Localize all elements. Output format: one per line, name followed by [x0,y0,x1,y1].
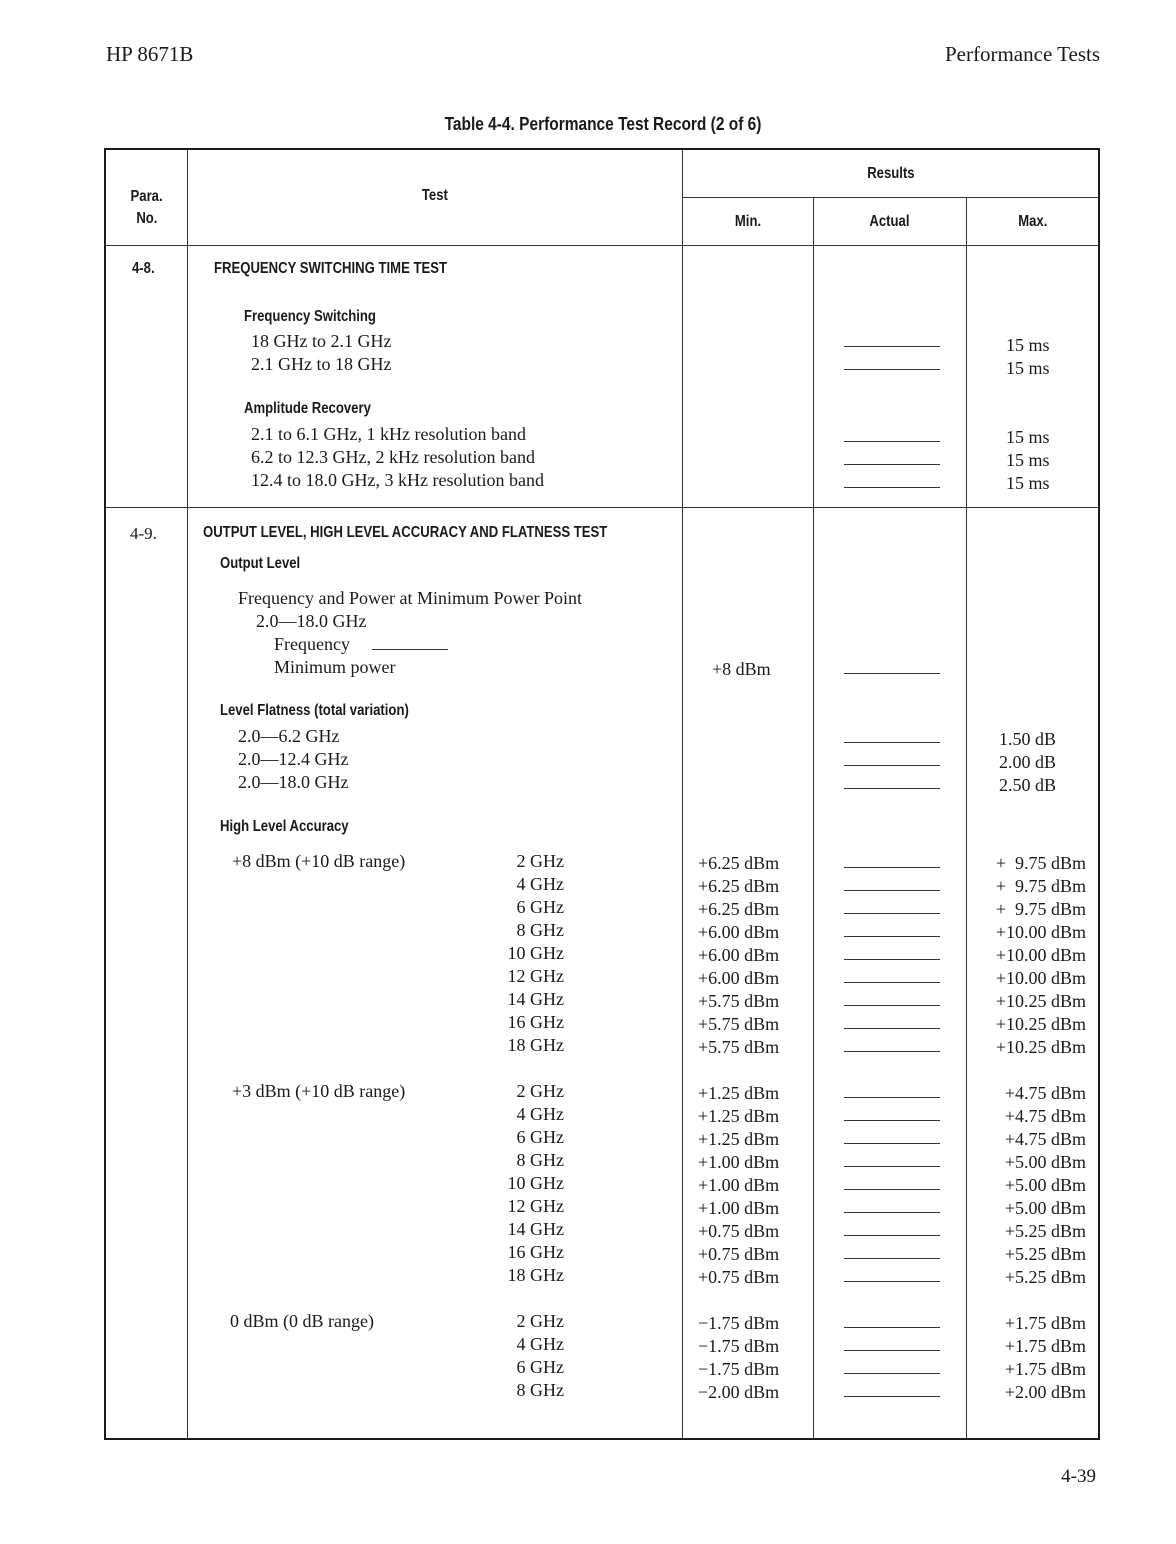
accuracy-frequency: 16 GHz [507,1242,564,1262]
min-value: +6.25 dBm [698,853,780,873]
accuracy-frequency: 4 GHz [516,874,564,894]
section-title-freq-switching: FREQUENCY SWITCHING TIME TEST [214,260,448,277]
actual-entry-line [844,1028,940,1029]
max-value: 15 ms [1006,427,1050,447]
accuracy-group-label: +8 dBm (+10 dB range) [232,851,406,871]
actual-entry-line [844,673,940,674]
column-header-results: Results [867,165,915,182]
accuracy-frequency: 8 GHz [516,920,564,940]
page-number: 4-39 [1061,1466,1096,1487]
min-value: −1.75 dBm [698,1336,780,1356]
min-value: +6.00 dBm [698,945,780,965]
accuracy-frequency: 4 GHz [516,1104,564,1124]
test-label: 2.1 GHz to 18 GHz [251,354,392,374]
actual-entry-line [844,1396,940,1397]
accuracy-frequency: 4 GHz [516,1334,564,1354]
min-value: −1.75 dBm [698,1313,780,1333]
actual-entry-line [844,1212,940,1213]
actual-entry-line [844,742,940,743]
document-model: HP 8671B [106,42,194,66]
min-value: +0.75 dBm [698,1267,780,1287]
accuracy-frequency: 18 GHz [507,1265,564,1285]
actual-entry-line [844,487,940,488]
accuracy-frequency: 12 GHz [507,1196,564,1216]
test-label: 6.2 to 12.3 GHz, 2 kHz resolution band [251,447,535,467]
column-header-test: Test [421,187,448,204]
min-value: +5.75 dBm [698,1014,780,1034]
max-value: +1.75 dBm [1004,1359,1086,1379]
actual-entry-line [844,1120,940,1121]
actual-entry-line [844,890,940,891]
actual-entry-line [844,1281,940,1282]
min-value: +1.00 dBm [698,1198,780,1218]
results-rule [682,197,1098,198]
min-value: +6.00 dBm [698,968,780,988]
actual-entry-line [844,1051,940,1052]
section-rule [106,507,1098,508]
max-value: + 9.75 dBm [995,876,1086,896]
actual-entry-line [844,369,940,370]
min-value: −2.00 dBm [698,1382,780,1402]
actual-entry-line [844,867,940,868]
max-value: +1.75 dBm [1004,1336,1086,1356]
min-value: +6.25 dBm [698,899,780,919]
para-4-8: 4-8. [132,260,155,277]
accuracy-frequency: 12 GHz [507,966,564,986]
max-value: 15 ms [1006,335,1050,355]
actual-entry-line [844,1258,940,1259]
accuracy-group-label: 0 dBm (0 dB range) [230,1311,374,1331]
max-value: 1.50 dB [999,729,1057,749]
min-value: +1.00 dBm [698,1175,780,1195]
min-value: +8 dBm [712,659,771,679]
accuracy-frequency: 2 GHz [516,851,564,871]
max-value: 2.50 dB [999,775,1057,795]
accuracy-frequency: 2 GHz [516,1311,564,1331]
max-value: 2.00 dB [999,752,1057,772]
max-value: 15 ms [1006,450,1050,470]
max-value: +5.00 dBm [1004,1152,1086,1172]
max-value: + 9.75 dBm [995,899,1086,919]
subheading-level-flatness: Level Flatness (total variation) [220,702,409,719]
actual-entry-line [844,1235,940,1236]
max-value: +5.25 dBm [1004,1244,1086,1264]
min-value: +5.75 dBm [698,991,780,1011]
actual-entry-line [844,1097,940,1098]
actual-entry-line [844,1189,940,1190]
actual-entry-line [844,1373,940,1374]
subheading-frequency-switching: Frequency Switching [244,308,376,325]
actual-entry-line [844,1005,940,1006]
actual-entry-line [844,441,940,442]
actual-entry-line [844,1350,940,1351]
test-label: 2.0—6.2 GHz [238,726,340,746]
max-value: +10.00 dBm [995,922,1086,942]
minimum-power-label: Minimum power [274,657,396,677]
accuracy-frequency: 16 GHz [507,1012,564,1032]
max-value: +10.00 dBm [995,945,1086,965]
max-value: +10.25 dBm [995,1014,1086,1034]
min-value: +5.75 dBm [698,1037,780,1057]
accuracy-frequency: 10 GHz [507,943,564,963]
max-value: +5.00 dBm [1004,1198,1086,1218]
actual-entry-line [844,936,940,937]
actual-entry-line [844,959,940,960]
actual-entry-line [844,1327,940,1328]
accuracy-frequency: 6 GHz [516,1357,564,1377]
accuracy-frequency: 2 GHz [516,1081,564,1101]
max-value: +5.25 dBm [1004,1221,1086,1241]
frequency-entry-line [372,649,448,650]
max-value: 15 ms [1006,358,1050,378]
accuracy-frequency: 8 GHz [516,1150,564,1170]
accuracy-frequency: 6 GHz [516,897,564,917]
max-value: +4.75 dBm [1004,1129,1086,1149]
max-value: +2.00 dBm [1004,1382,1086,1402]
accuracy-frequency: 14 GHz [507,989,564,1009]
max-value: +5.25 dBm [1004,1267,1086,1287]
max-value: + 9.75 dBm [995,853,1086,873]
accuracy-frequency: 6 GHz [516,1127,564,1147]
actual-entry-line [844,788,940,789]
max-value: +10.25 dBm [995,1037,1086,1057]
max-value: +10.25 dBm [995,991,1086,1011]
accuracy-frequency: 14 GHz [507,1219,564,1239]
min-value: −1.75 dBm [698,1359,780,1379]
max-value: +4.75 dBm [1004,1083,1086,1103]
output-level-description: Frequency and Power at Minimum Power Point [238,588,582,608]
column-header-para: Para. No. [130,188,163,227]
min-value: +1.25 dBm [698,1083,780,1103]
subheading-output-level: Output Level [220,555,301,572]
section-title-output-level: OUTPUT LEVEL, HIGH LEVEL ACCURACY AND FLATNESS TEST [203,524,608,541]
min-value: +6.25 dBm [698,876,780,896]
max-value: +10.00 dBm [995,968,1086,988]
actual-entry-line [844,464,940,465]
max-value: 15 ms [1006,473,1050,493]
actual-entry-line [844,346,940,347]
accuracy-frequency: 10 GHz [507,1173,564,1193]
min-value: +1.00 dBm [698,1152,780,1172]
actual-entry-line [844,1143,940,1144]
column-header-max: Max. [1018,213,1048,230]
test-label: 2.0—12.4 GHz [238,749,349,769]
actual-entry-line [844,1166,940,1167]
max-value: +1.75 dBm [1004,1313,1086,1333]
test-label: 12.4 to 18.0 GHz, 3 kHz resolution band [251,470,544,490]
frequency-label: Frequency [274,634,350,654]
output-level-range: 2.0—18.0 GHz [256,611,367,631]
accuracy-frequency: 8 GHz [516,1380,564,1400]
actual-entry-line [844,913,940,914]
accuracy-group-label: +3 dBm (+10 dB range) [232,1081,406,1101]
column-header-actual: Actual [869,213,910,230]
column-rule-min [813,197,814,1438]
test-label: 18 GHz to 2.1 GHz [251,331,392,351]
subheading-amplitude-recovery: Amplitude Recovery [244,400,371,417]
min-value: +0.75 dBm [698,1244,780,1264]
max-value: +5.00 dBm [1004,1175,1086,1195]
test-label: 2.1 to 6.1 GHz, 1 kHz resolution band [251,424,526,444]
table-title: Table 4-4. Performance Test Record (2 of 6) [444,114,762,134]
subheading-high-level-accuracy: High Level Accuracy [220,818,349,835]
document-section: Performance Tests [944,42,1100,66]
para-4-9: 4-9. [130,524,157,543]
performance-test-record-table [104,148,1100,1440]
min-value: +1.25 dBm [698,1129,780,1149]
header-rule [106,245,1098,246]
actual-entry-line [844,765,940,766]
min-value: +0.75 dBm [698,1221,780,1241]
accuracy-frequency: 18 GHz [507,1035,564,1055]
column-header-min: Min. [734,213,761,230]
column-rule-test [682,150,683,1438]
min-value: +1.25 dBm [698,1106,780,1126]
max-value: +4.75 dBm [1004,1106,1086,1126]
actual-entry-line [844,982,940,983]
min-value: +6.00 dBm [698,922,780,942]
column-rule-para [187,150,188,1438]
test-label: 2.0—18.0 GHz [238,772,349,792]
column-rule-actual [966,197,967,1438]
